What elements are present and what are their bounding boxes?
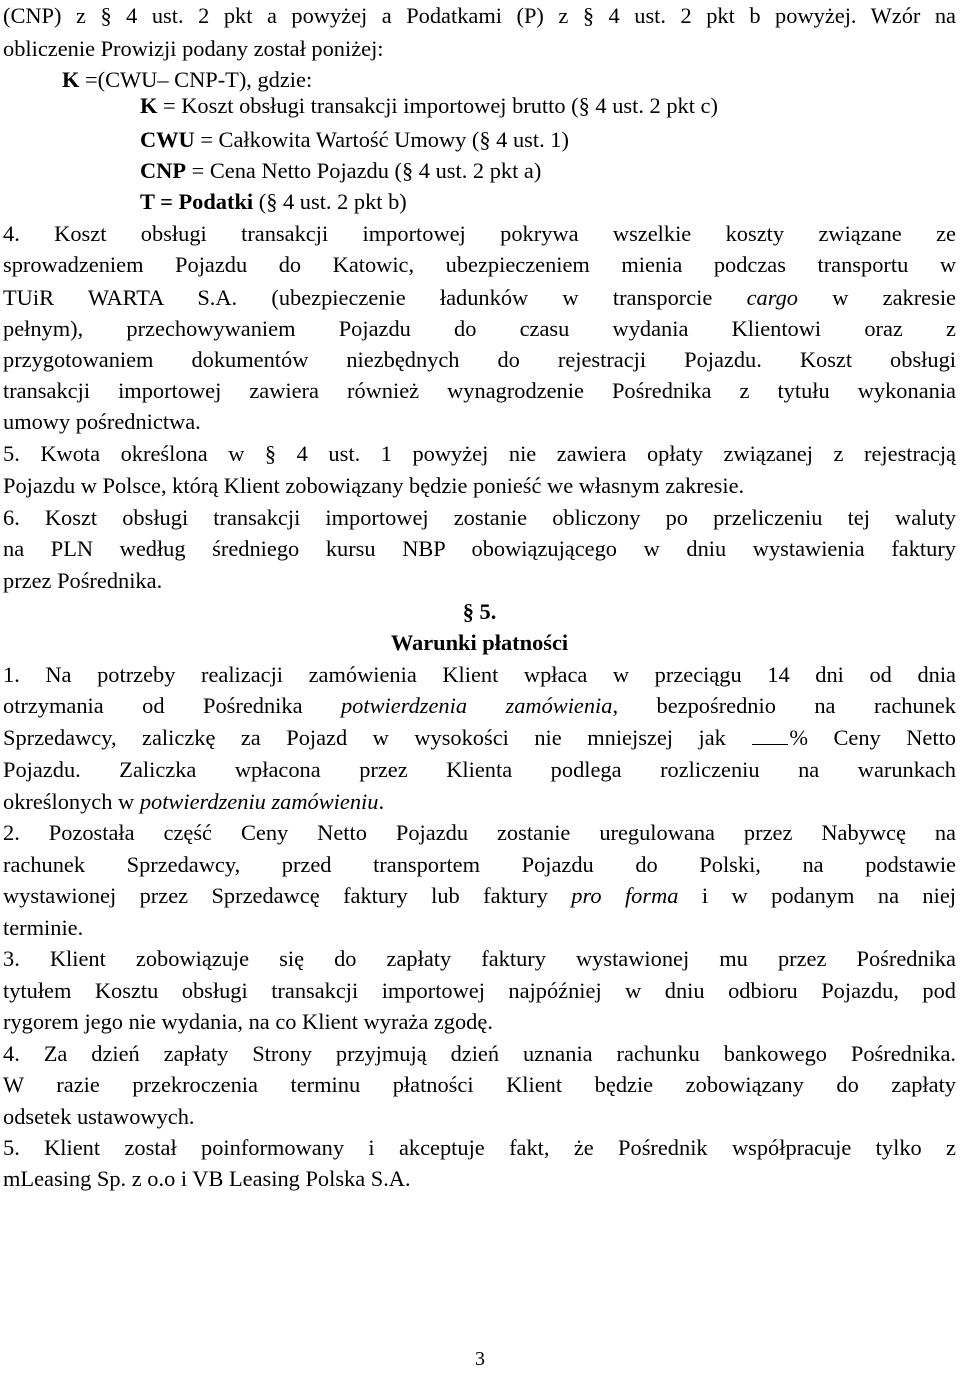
clause-1-line: określonych w potwierdzeniu zamówieniu. [3, 789, 385, 814]
section-title: Warunki płatności [390, 630, 569, 655]
clause-4-line: W razie przekroczenia terminu płatności Klient będzie zobowiązany do zapłaty [3, 1072, 956, 1097]
paragraph-5-line: Pojazdu w Polsce, którą Klient zobowiązany będzie ponieść we własnym zakresie. [3, 473, 745, 498]
formula-def-text: = Cena Netto Pojazdu (§ 4 ust. 2 pkt a) [186, 158, 542, 183]
clause-4-line: 4. Za dzień zapłaty Strony przyjmują dzień uznania rachunku bankowego Pośrednika. [3, 1041, 956, 1066]
paragraph-4-line: transakcji importowej zawiera również wynagrodzenie Pośrednika z tytułu wykonania [3, 378, 956, 403]
formula-symbol: K [140, 93, 158, 118]
formula-def-text: = Całkowita Wartość Umowy (§ 4 ust. 1) [194, 127, 569, 152]
paragraph-4-line: przygotowaniem dokumentów niezbędnych do rejestracji Pojazdu. Koszt obsługi [3, 347, 956, 372]
clause-1-line: 1. Na potrzeby realizacji zamówienia Klient wpłaca w przeciągu 14 dni od dnia [3, 662, 956, 687]
paragraph-6-line: 6. Koszt obsługi transakcji importowej zostanie obliczony po przeliczeniu tej waluty [3, 505, 956, 530]
clause-1-line: Pojazdu. Zaliczka wpłacona przez Klienta podlega rozliczeniu na warunkach [3, 757, 956, 782]
paragraph-4-line: TUiR WARTA S.A. (ubezpieczenie ładunków w transporcie cargo w zakresie [3, 285, 956, 310]
page-number: 3 [475, 1348, 485, 1370]
clause-1-line: otrzymania od Pośrednika potwierdzenia zamówienia, bezpośrednio na rachunek [3, 693, 956, 718]
formula-def-k [140, 90, 718, 122]
paragraph-5-line: 5. Kwota określona w § 4 ust. 1 powyżej nie zawiera opłaty związanej z rejestracją [3, 441, 956, 466]
clause-4-line: odsetek ustawowych. [3, 1104, 195, 1129]
advance-percent-blank [752, 726, 788, 745]
formula-symbol: CWU [140, 127, 195, 152]
clause-5-line: 5. Klient został poinformowany i akceptuje fakt, że Pośrednik współpracuje tylko z [3, 1135, 956, 1160]
formula-def-cnp [140, 155, 541, 187]
paragraph-6-line: przez Pośrednika. [3, 568, 163, 593]
formula-def-t [140, 186, 407, 218]
continuation-line: obliczenie Prowizji podany został poniżej: [3, 36, 384, 61]
paragraph-4-line: umowy pośrednictwa. [3, 409, 201, 434]
formula-def-text: = Koszt obsługi transakcji importowej brutto (§ 4 ust. 2 pkt c) [157, 93, 718, 118]
formula-main: K =(CWU– CNP-T), gdzie: [62, 67, 313, 92]
paragraph-4-line: 4. Koszt obsługi transakcji importowej pokrywa wszelkie koszty związane ze [3, 221, 956, 246]
clause-2-line: rachunek Sprzedawcy, przed transportem Pojazdu do Polski, na podstawie [3, 852, 956, 877]
formula-symbol: CNP [140, 158, 187, 183]
section-number: § 5. [462, 599, 497, 624]
clause-3-line: tytułem Kosztu obsługi transakcji importowej najpóźniej w dniu odbioru Pojazdu, pod [3, 978, 956, 1003]
paragraph-4-line: sprowadzeniem Pojazdu do Katowic, ubezpieczeniem mienia podczas transportu w [3, 252, 956, 277]
clause-2-line: wystawionej przez Sprzedawcę faktury lub faktury pro forma i w podanym na niej [3, 883, 957, 908]
formula-def-cwu [140, 124, 569, 156]
paragraph-4-line: pełnym), przechowywaniem Pojazdu do czasu wydania Klientowi oraz z [3, 316, 956, 341]
clause-2-line: terminie. [3, 915, 84, 940]
clause-1-line: Sprzedawcy, zaliczkę za Pojazd w wysokości nie mniejszej jak % Ceny Netto [3, 725, 956, 750]
clause-3-line: 3. Klient zobowiązuje się do zapłaty faktury wystawionej mu przez Pośrednika [3, 946, 956, 971]
clause-5-line: mLeasing Sp. z o.o i VB Leasing Polska S.A. [3, 1166, 411, 1191]
continuation-line: (CNP) z § 4 ust. 2 pkt a powyżej a Podatkami (P) z § 4 ust. 2 pkt b powyżej. Wzór na [3, 3, 956, 28]
formula-def-text: (§ 4 ust. 2 pkt b) [253, 189, 407, 214]
formula-symbol: T = Podatki [140, 189, 254, 214]
paragraph-6-line: na PLN według średniego kursu NBP obowiązującego w dniu wystawienia faktury [3, 536, 956, 561]
clause-3-line: rygorem jego nie wydania, na co Klient wyraża zgodę. [3, 1009, 493, 1034]
clause-2-line: 2. Pozostała część Ceny Netto Pojazdu zostanie uregulowana przez Nabywcę na [3, 820, 956, 845]
